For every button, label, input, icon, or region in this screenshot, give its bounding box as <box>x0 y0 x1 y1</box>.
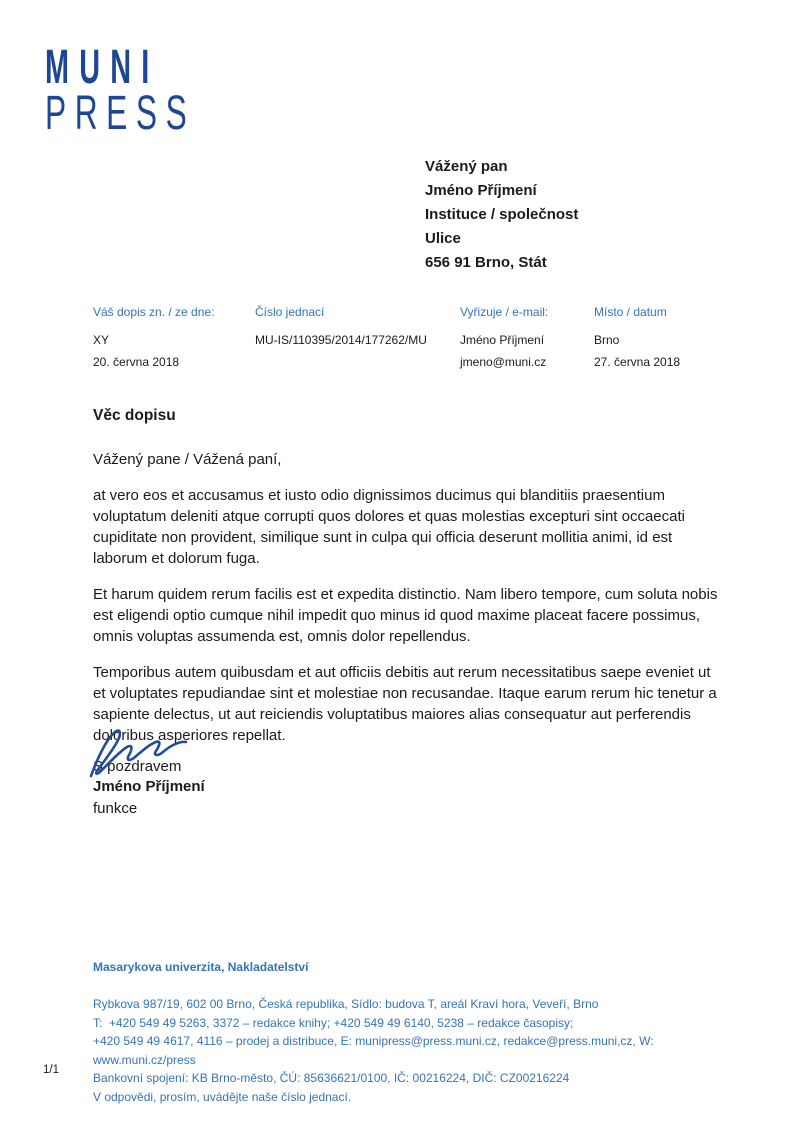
your-letter-date-value: 20. června 2018 <box>93 355 180 369</box>
your-letter-label: Váš dopis zn. / ze dne: <box>93 305 215 319</box>
page-number: 1/1 <box>43 1064 59 1076</box>
file-number-value: MU-IS/110395/2014/177262/MU <box>255 333 427 347</box>
letter-subject: Věc dopisu <box>93 407 176 424</box>
signature-area <box>87 728 193 783</box>
letter-salutation: Vážený pane / Vážená paní, <box>93 451 282 468</box>
signature-scribble <box>87 728 193 778</box>
letter-closing: S pozdravem <box>93 758 182 775</box>
signer-name: Jméno Příjmení <box>93 778 205 795</box>
letter-paragraph-1: at vero eos et accusamus et iusto odio dignissimos ducimus qui blanditiis praesentium voluptatum deleniti atque corrupti quos dolores et quas molestias excepturi sint occaecati cupiditate non provident, similique sunt in culpa qui officia deserunt mollitia animi, id est laborum et dolorum fuga. <box>93 487 685 567</box>
recipient-address-block <box>425 155 578 275</box>
footer-note-line: V odpovědi, prosím, uvádějte naše číslo jednací. <box>93 1089 352 1104</box>
logo-word-muni: MUNI <box>45 41 160 94</box>
letter-paragraph-2: Et harum quidem rerum facilis est et expedita distinctio. Nam libero tempore, cum soluta nobis est eligendi optio cumque nihil impedit quo minus id quod maxime placeat facere possimus, omnis voluptas assumenda est, omnis dolor repellendus. <box>93 586 718 645</box>
place-date-label: Místo / datum <box>594 305 667 319</box>
letter-paragraph-3: Temporibus autem quibusdam et aut officiis debitis aut rerum necessitatibus saepe eveniet ut et voluptates repudiandae sint et molestiae non recusandae. Itaque earum rerum hic tenetur a sapiente delectus, ut aut reiciendis voluptatibus maiores alias consequatur aut perferendis doloribus asperiores repellat. <box>93 664 717 744</box>
footer-phone-email-web-line: +420 549 49 4617, 4116 – prodej a distribuce, E: munipress@press.muni.cz, redakce@press.muni,cz, W: www.muni.cz/press <box>93 1034 657 1067</box>
your-letter-ref-value: XY <box>93 333 110 347</box>
handled-by-label: Vyřizuje / e-mail: <box>460 305 549 319</box>
footer-organization: Masarykova univerzita, Nakladatelství <box>93 960 309 974</box>
footer-address-line: Rybkova 987/19, 602 00 Brno, Česká republika, Sídlo: budova T, areál Kraví hora, Veveří, Brno <box>93 997 599 1011</box>
date-value: 27. června 2018 <box>594 355 681 369</box>
handler-email-value: jmeno@muni.cz <box>460 355 547 369</box>
recipient-salutation-line: Vážený pan <box>425 158 508 175</box>
reference-your-letter-column <box>93 305 248 373</box>
logo-word-press: PRESS <box>45 87 196 140</box>
footer-bank-line: Bankovní spojení: KB Brno-město, ČÚ: 85636621/0100, IČ: 00216224, DIČ: CZ00216224 <box>93 1071 570 1085</box>
recipient-city-line: 656 91 Brno, Stát <box>425 254 547 271</box>
letter-body <box>93 406 726 777</box>
signer-role: funkce <box>93 800 138 817</box>
muni-press-logo <box>45 41 236 140</box>
reference-handled-by-column <box>460 305 588 373</box>
recipient-institution-line: Instituce / společnost <box>425 206 579 223</box>
recipient-name-line: Jméno Příjmení <box>425 182 537 199</box>
file-number-label: Číslo jednací <box>255 305 325 319</box>
place-value: Brno <box>594 333 620 347</box>
recipient-street-line: Ulice <box>425 230 461 247</box>
reference-place-date-column <box>594 305 734 373</box>
reference-file-number-column <box>255 305 455 351</box>
footer-phone-line-1: T: +420 549 49 5263, 3372 – redakce knihy; +420 549 49 6140, 5238 – redakce časopisy; <box>93 1015 574 1030</box>
handler-name-value: Jméno Příjmení <box>460 333 545 347</box>
footer-block <box>93 960 753 1106</box>
